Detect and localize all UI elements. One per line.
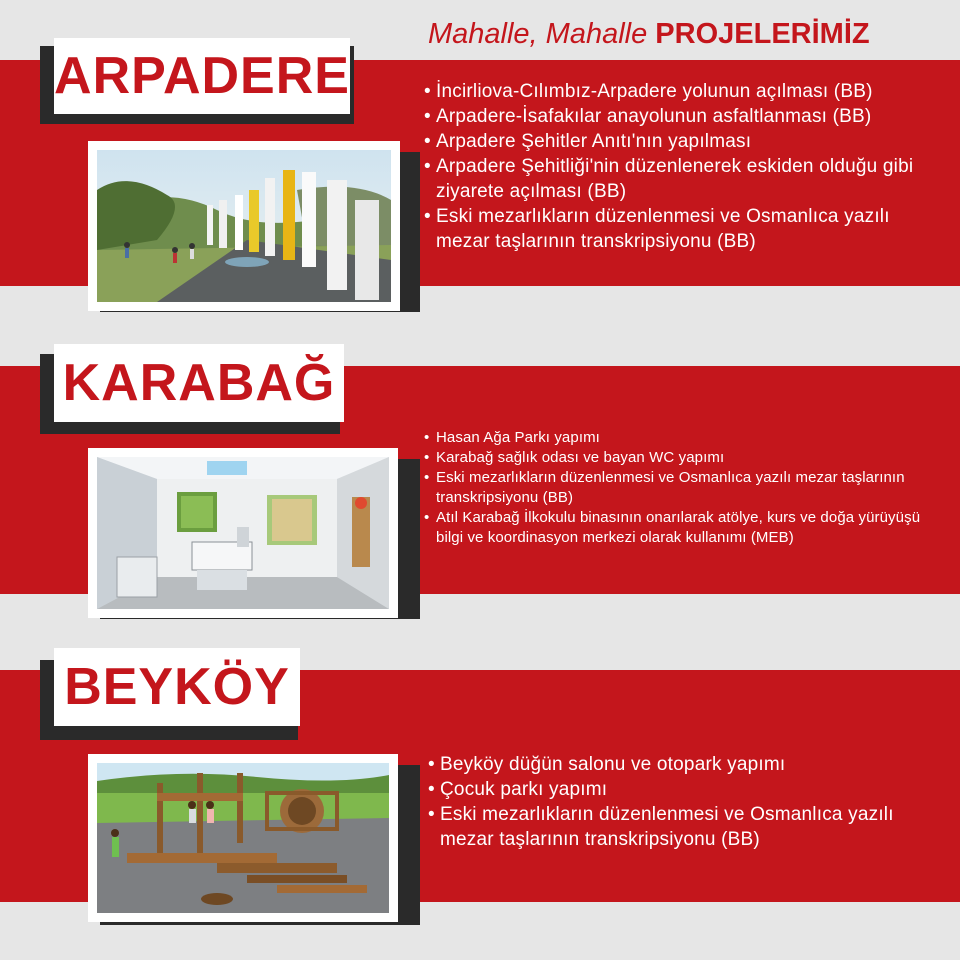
- list-item: • İncirliova-Cılımbız-Arpadere yolunun açılması (BB): [424, 79, 944, 104]
- list-item: • Hasan Ağa Parkı yapımı: [424, 428, 924, 448]
- section-title-text: KARABAĞ: [62, 354, 336, 412]
- list-item: • Arpadere-İsafakılar anayolunun asfaltlanması (BB): [424, 104, 944, 129]
- header-bold-text: PROJELERİMİZ: [655, 18, 870, 50]
- memorial-park-image: [97, 150, 391, 302]
- list-item: • Beyköy düğün salonu ve otopark yapımı: [428, 752, 918, 777]
- section-title: [54, 344, 344, 422]
- health-room-image: [97, 457, 389, 609]
- list-item: • Eski mezarlıkların düzenlenmesi ve Osmanlıca yazılı mezar taşlarının transkripsiyonu (BB): [424, 204, 944, 254]
- project-list: [424, 428, 924, 548]
- section-title: [54, 38, 350, 114]
- section-title-text: ARPADERE: [54, 47, 350, 105]
- list-item: • Çocuk parkı yapımı: [428, 777, 918, 802]
- section-title: [54, 648, 300, 726]
- project-list: [424, 79, 944, 254]
- list-item: • Eski mezarlıkların düzenlenmesi ve Osmanlıca yazılı mezar taşlarının transkripsiyonu (BB): [424, 468, 924, 508]
- section-photo: [88, 141, 400, 311]
- playground-image: [97, 763, 389, 913]
- list-item: • Karabağ sağlık odası ve bayan WC yapımı: [424, 448, 924, 468]
- section-title-text: BEYKÖY: [64, 658, 290, 716]
- page-header: [428, 18, 870, 51]
- section-photo: [88, 448, 398, 618]
- list-item: • Atıl Karabağ İlkokulu binasının onarılarak atölye, kurs ve doğa yürüyüşü bilgi ve koordinasyon merkezi olarak kullanımı (MEB): [424, 508, 924, 548]
- header-light-text: Mahalle, Mahalle: [428, 18, 648, 50]
- project-list: [428, 752, 918, 852]
- list-item: • Arpadere Şehitliği'nin düzenlenerek eskiden olduğu gibi ziyarete açılması (BB): [424, 154, 944, 204]
- list-item: • Eski mezarlıkların düzenlenmesi ve Osmanlıca yazılı mezar taşlarının transkripsiyonu (BB): [428, 802, 918, 852]
- list-item: • Arpadere Şehitler Anıtı'nın yapılması: [424, 129, 944, 154]
- section-photo: [88, 754, 398, 922]
